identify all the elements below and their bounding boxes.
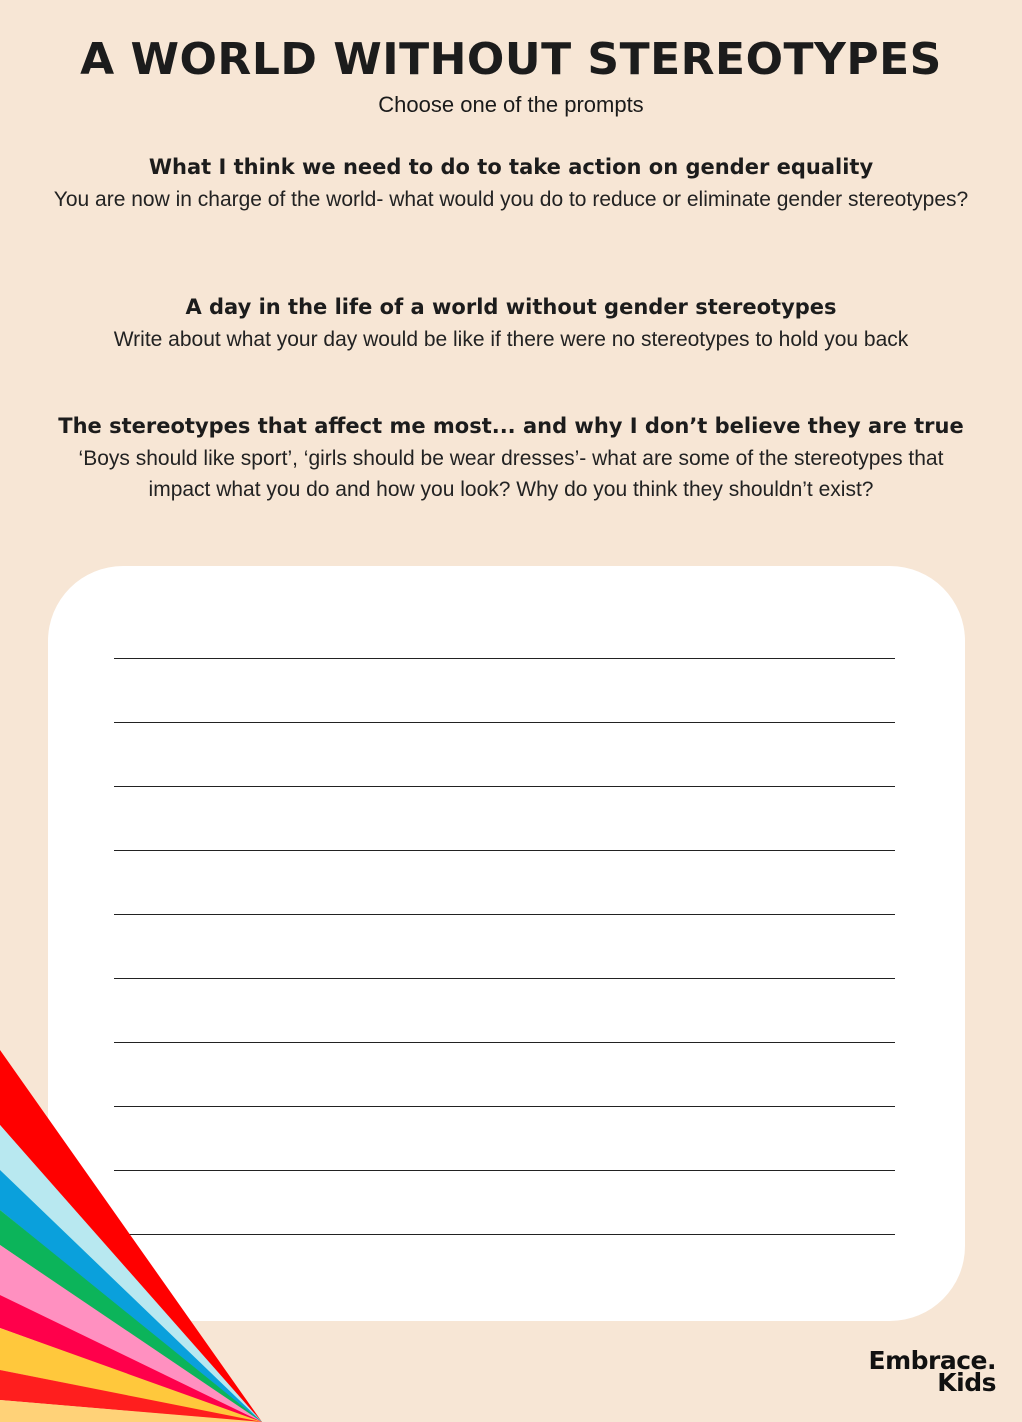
prompt-body: Write about what your day would be like if there were no stereotypes to hold you back [113, 328, 909, 351]
page-title: A WORLD WITHOUT STEREOTYPES [80, 34, 942, 85]
writing-line[interactable] [114, 914, 895, 915]
prompt-1 [50, 152, 972, 215]
writing-line[interactable] [114, 722, 895, 723]
page-subtitle: Choose one of the prompts [378, 92, 644, 117]
writing-line[interactable] [114, 978, 895, 979]
prompt-heading: A day in the life of a world without gender stereotypes [185, 295, 837, 319]
prompt-heading: The stereotypes that affect me most... and why I don’t believe they are true [58, 414, 964, 438]
prompt-body: You are now in charge of the world- what would you do to reduce or eliminate gender stereotypes? [53, 188, 969, 211]
writing-line[interactable] [114, 658, 895, 659]
logo-line-1: Embrace. [868, 1346, 996, 1375]
prompt-heading: What I think we need to do to take action on gender equality [148, 155, 874, 179]
prompt-body: ‘Boys should like sport’, ‘girls should be wear dresses’- what are some of the stereotypes that impact what you do and how you look? Why do you think they shouldn’t exist? [78, 447, 944, 501]
prompt-2 [50, 292, 972, 355]
rainbow-stripes-decoration [0, 1040, 280, 1422]
prompt-3 [50, 411, 972, 505]
logo-line-2: Kids [937, 1368, 996, 1397]
writing-line[interactable] [114, 850, 895, 851]
writing-line[interactable] [114, 786, 895, 787]
embrace-kids-logo [868, 1346, 997, 1397]
